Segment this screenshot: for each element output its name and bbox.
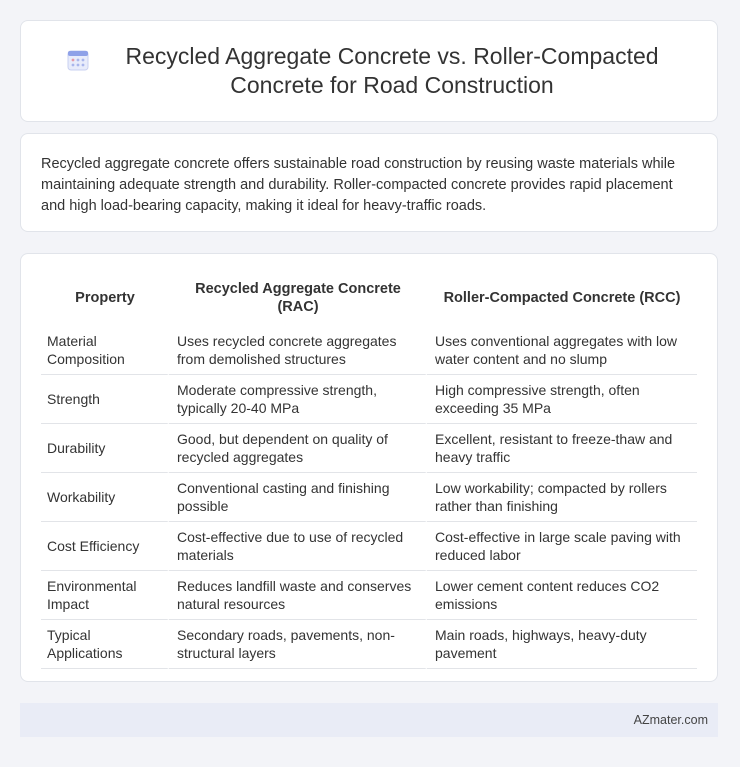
table-row (41, 375, 697, 424)
page-title: Recycled Aggregate Concrete vs. Roller-Compacted Concrete for Road Construction (125, 43, 659, 98)
table-row (41, 424, 697, 473)
comparison-table-card (20, 253, 718, 682)
calendar-grid-icon (66, 48, 90, 72)
footer-brand: AZmater.com (633, 713, 708, 727)
cell-rac: Uses recycled concrete aggregates from demolished structures (169, 326, 427, 375)
title-wrap (26, 42, 712, 100)
cell-rcc: Cost-effective in large scale paving with reduced labor (427, 522, 697, 571)
table-header-row (41, 270, 697, 326)
cell-property: Strength (41, 375, 169, 424)
intro-card (20, 133, 718, 232)
cell-rac: Conventional casting and finishing possible (169, 473, 427, 522)
table-row (41, 326, 697, 375)
cell-property: Workability (41, 473, 169, 522)
header-rac: Recycled Aggregate Concrete (RAC) (195, 281, 401, 315)
cell-rac: Moderate compressive strength, typically 20-40 MPa (169, 375, 427, 424)
cell-property: Material Composition (41, 326, 169, 375)
title-card (20, 20, 718, 122)
cell-rcc: Uses conventional aggregates with low water content and no slump (427, 326, 697, 375)
cell-rcc: Main roads, highways, heavy-duty pavement (427, 620, 697, 669)
cell-property: Durability (41, 424, 169, 473)
footer (20, 703, 718, 737)
cell-rcc: Lower cement content reduces CO2 emissions (427, 571, 697, 620)
cell-rac: Cost-effective due to use of recycled materials (169, 522, 427, 571)
cell-property: Environmental Impact (41, 571, 169, 620)
cell-rcc: Low workability; compacted by rollers rather than finishing (427, 473, 697, 522)
cell-property: Typical Applications (41, 620, 169, 669)
comparison-table (41, 270, 697, 669)
cell-rac: Reduces landfill waste and conserves natural resources (169, 571, 427, 620)
cell-rac: Good, but dependent on quality of recycled aggregates (169, 424, 427, 473)
table-row (41, 473, 697, 522)
intro-paragraph: Recycled aggregate concrete offers sustainable road construction by reusing waste materials while maintaining adequate strength and durability. Roller-compacted concrete provides rapid placement and high load-bearing capacity, making it ideal for heavy-traffic roads. (41, 156, 676, 214)
table-row (41, 620, 697, 669)
cell-rcc: High compressive strength, often exceeding 35 MPa (427, 375, 697, 424)
header-property: Property (75, 290, 135, 306)
cell-property: Cost Efficiency (41, 522, 169, 571)
cell-rcc: Excellent, resistant to freeze-thaw and heavy traffic (427, 424, 697, 473)
table-row (41, 522, 697, 571)
table-row (41, 571, 697, 620)
cell-rac: Secondary roads, pavements, non-structural layers (169, 620, 427, 669)
header-rcc: Roller-Compacted Concrete (RCC) (443, 290, 681, 306)
